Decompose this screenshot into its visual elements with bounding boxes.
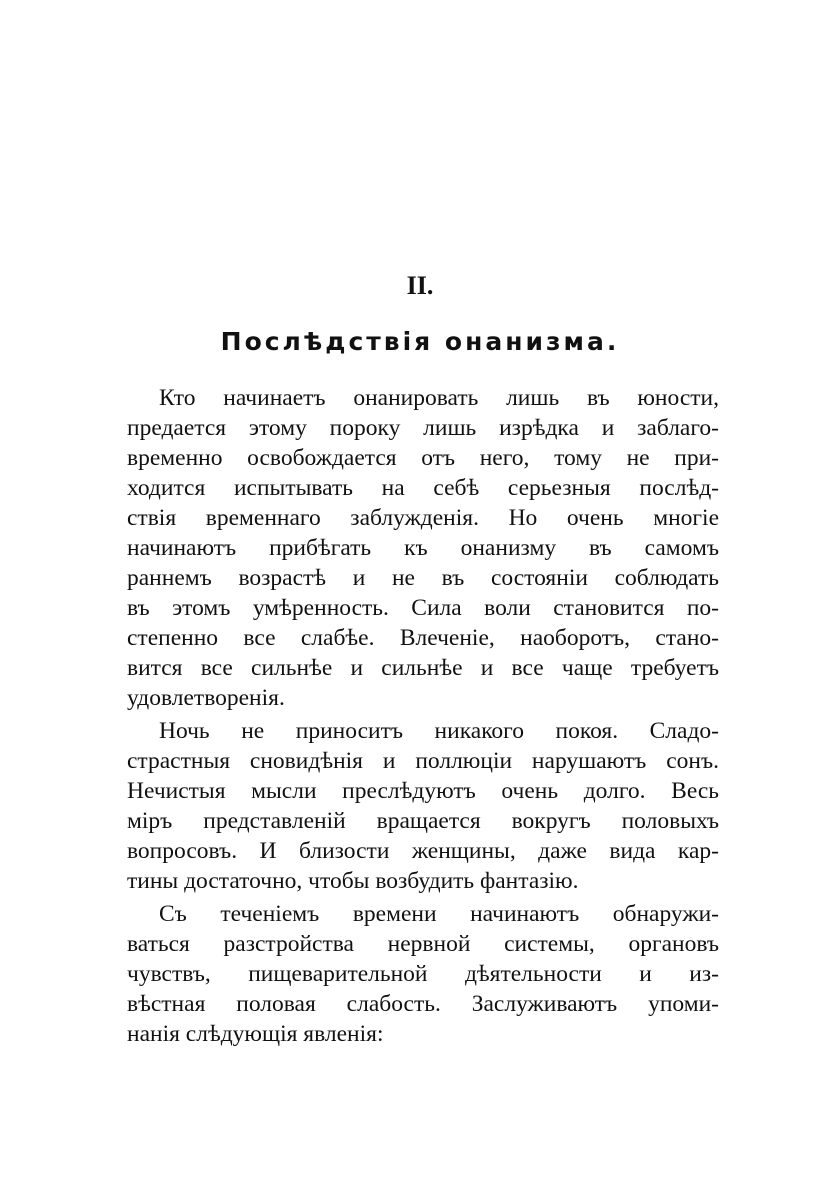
text-line: Ночь не приноситъ никакого покоя. Сладо- [159,718,719,744]
text-line: страстныя сновидѣнія и поллюціи нарушаютъ сонъ. [127,748,719,774]
body-text [127,383,719,1049]
text-line: тины достаточно, чтобы возбудить фантазію. [127,868,579,894]
paragraph [127,899,719,1049]
text-line: ствія временнаго заблужденія. Но очень многіе [127,505,719,531]
text-line: удовлетворенія. [127,685,285,711]
text-line: вѣстная половая слабость. Заслуживаютъ упоми- [127,991,719,1017]
paragraph [127,716,719,896]
text-line: степенно все слабѣе. Влеченіе, наоборотъ, стано- [127,625,719,651]
text-line: Съ теченіемъ времени начинаютъ обнаружи- [159,901,719,927]
text-line: вится все сильнѣе и сильнѣе и все чаще требуетъ [127,655,719,681]
text-line: чувствъ, пищеварительной дѣятельности и из- [127,961,719,987]
text-line: міръ представленій вращается вокругъ половыхъ [127,808,719,834]
text-line: Нечистыя мысли преслѣдуютъ очень долго. Весь [127,778,719,804]
text-line: предается этому пороку лишь изрѣдка и заблаго- [127,415,719,441]
text-line: вопросовъ. И близости женщины, даже вида кар- [127,838,719,864]
text-line: ходится испытывать на себѣ серьезныя послѣд- [127,475,719,501]
text-line: Кто начинаетъ онанировать лишь въ юности, [159,385,719,411]
chapter-title: Послѣдствія онанизма. [220,327,620,356]
text-line: начинаютъ прибѣгать къ онанизму въ самомъ [127,535,719,561]
paragraph [127,383,719,713]
text-line: въ этомъ умѣренность. Сила воли становится по- [127,595,719,621]
text-line: нанія слѣдующія явленія: [127,1021,384,1047]
text-line: временно освобождается отъ него, тому не при- [127,445,719,471]
chapter-number: II. [406,271,434,300]
text-line: ваться разстройства нервной системы, органовъ [127,931,719,957]
text-line: раннемъ возрастѣ и не въ состояніи соблюдать [127,565,719,591]
